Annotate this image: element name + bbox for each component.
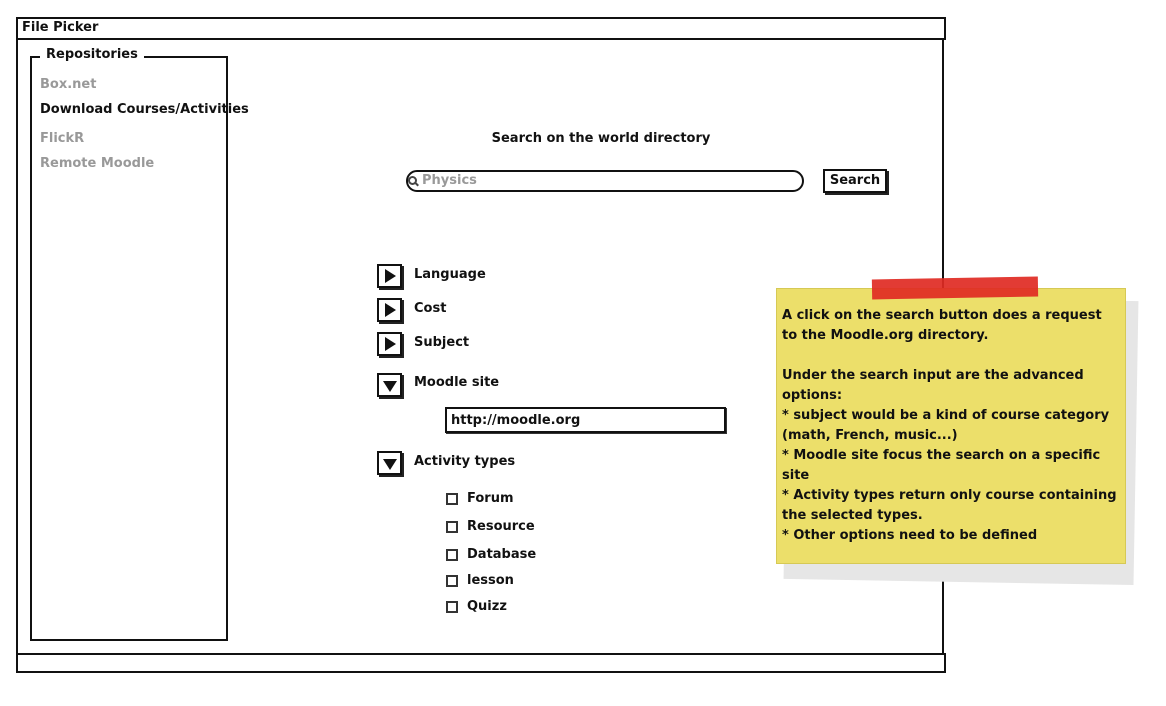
repo-item-remote-moodle[interactable]: Remote Moodle xyxy=(40,156,155,171)
tape-strip xyxy=(872,277,1038,300)
moodle-site-label: Moodle site xyxy=(414,375,500,390)
lesson-checkbox[interactable] xyxy=(446,575,458,587)
moodle-site-input[interactable] xyxy=(445,407,726,433)
triangle-right-icon xyxy=(385,303,396,317)
database-label: Database xyxy=(467,547,537,562)
activity-types-label: Activity types xyxy=(414,454,516,469)
subject-expand-toggle[interactable] xyxy=(377,332,402,356)
forum-label: Forum xyxy=(467,491,514,506)
title-bar xyxy=(16,17,946,40)
triangle-down-icon xyxy=(383,381,397,392)
forum-checkbox[interactable] xyxy=(446,493,458,505)
language-label: Language xyxy=(414,267,486,282)
repo-item-flickr[interactable]: FlickR xyxy=(40,131,85,146)
quizz-checkbox[interactable] xyxy=(446,601,458,613)
triangle-right-icon xyxy=(385,269,396,283)
triangle-right-icon xyxy=(385,337,396,351)
sticky-note-text: A click on the search button does a request to the Moodle.org directory. Under the search input are the advanced options: * subject would be a kind of course category (math, French, music...) * Moodle site focus the search on a specific site * Activity types return only course containing the selected types. * Other options need to be defined xyxy=(782,308,1117,543)
language-expand-toggle[interactable] xyxy=(377,264,402,288)
search-button[interactable]: Search xyxy=(823,169,887,193)
quizz-label: Quizz xyxy=(467,599,507,614)
resource-checkbox[interactable] xyxy=(446,521,458,533)
moodle-site-collapse-toggle[interactable] xyxy=(377,373,402,397)
window-title: File Picker xyxy=(22,20,99,35)
subject-label: Subject xyxy=(414,335,470,350)
repo-item-download-courses[interactable]: Download Courses/Activities xyxy=(40,102,249,117)
status-bar xyxy=(16,653,946,673)
cost-label: Cost xyxy=(414,301,447,316)
search-heading: Search on the world directory xyxy=(491,131,711,146)
repo-item-box-net[interactable]: Box.net xyxy=(40,77,97,92)
cost-expand-toggle[interactable] xyxy=(377,298,402,322)
lesson-label: lesson xyxy=(467,573,514,588)
activity-types-collapse-toggle[interactable] xyxy=(377,451,402,475)
repositories-legend: Repositories xyxy=(40,47,144,62)
triangle-down-icon xyxy=(383,459,397,470)
resource-label: Resource xyxy=(467,519,535,534)
search-input[interactable] xyxy=(422,171,792,189)
database-checkbox[interactable] xyxy=(446,549,458,561)
